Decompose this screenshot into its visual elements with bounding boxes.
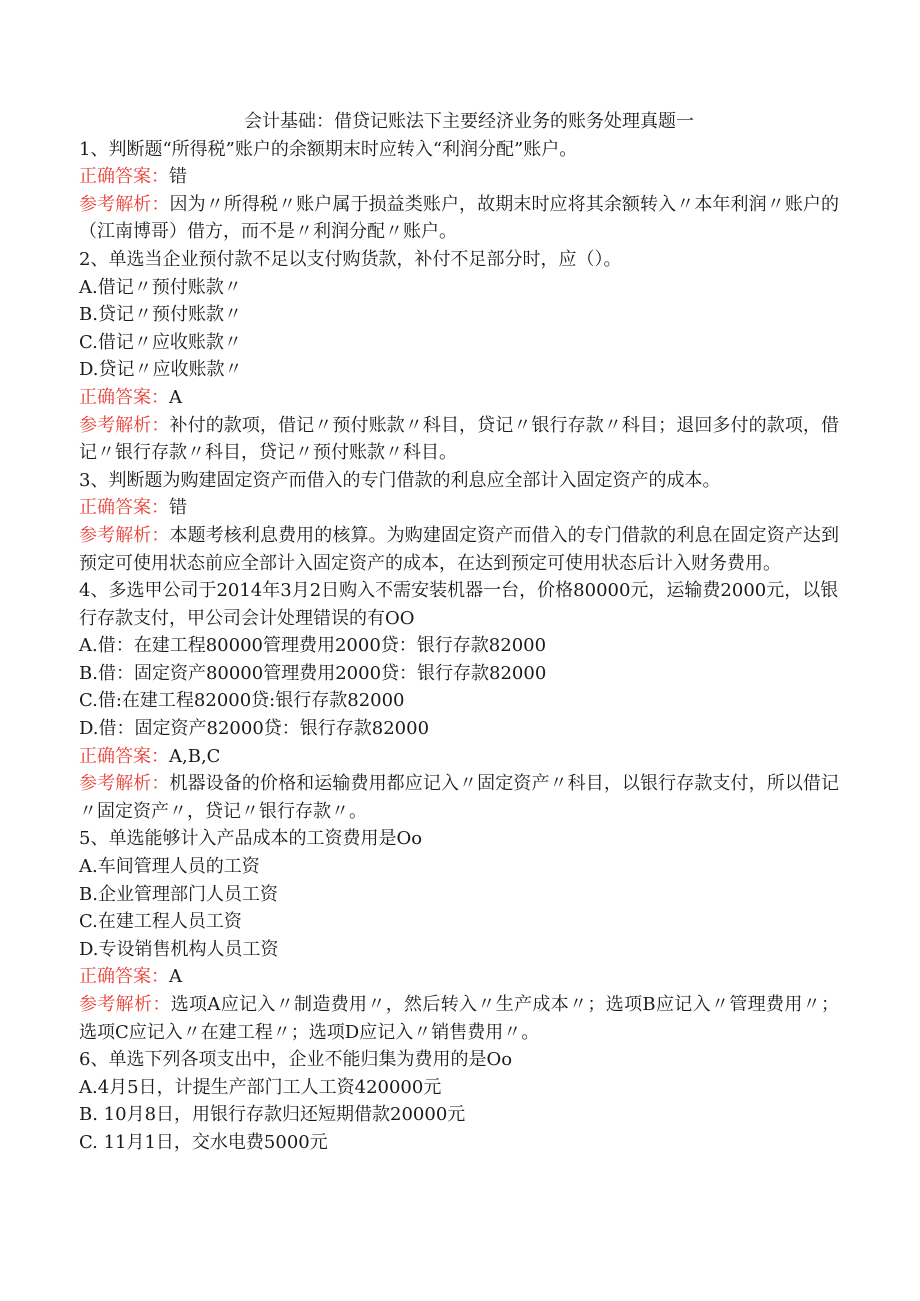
option-c: C.借:在建工程82000贷:银行存款82000 bbox=[79, 690, 405, 712]
answer-value: 错 bbox=[169, 166, 187, 188]
answer-value: A,B,C bbox=[169, 745, 221, 767]
analysis-label: 参考解析： bbox=[79, 994, 171, 1015]
question-stem: 4、多选甲公司于2014年3月2日购入不需安装机器一台，价格80000元，运输费2000元，以银行存款支付，甲公司会计处理错误的有OO bbox=[79, 580, 839, 629]
option-a: A.借记〃预付账款〃 bbox=[79, 276, 242, 298]
analysis-text: 机器设备的价格和运输费用都应记入〃固定资产〃科目，以银行存款支付，所以借记〃固定资产〃，贷记〃银行存款〃。 bbox=[79, 773, 840, 822]
question-stem: 1、判断题“所得税”账户的余额期末时应转入“利润分配”账户。 bbox=[79, 138, 578, 160]
analysis-line bbox=[79, 191, 839, 246]
answer-value: A bbox=[169, 966, 182, 988]
option-c: C.借记〃应收账款〃 bbox=[79, 331, 242, 353]
analysis-label: 参考解析： bbox=[79, 773, 170, 795]
option-c: C.在建工程人员工资 bbox=[79, 911, 242, 933]
analysis-line bbox=[79, 522, 839, 577]
analysis-line bbox=[79, 991, 839, 1046]
answer-value: 错 bbox=[169, 497, 187, 519]
option-d: D.贷记〃应收账款〃 bbox=[79, 359, 243, 381]
option-b: B. 10月8日，用银行存款归还短期借款20000元 bbox=[79, 1104, 466, 1126]
question-stem: 3、判断题为购建固定资产而借入的专门借款的利息应全部计入固定资产的成本。 bbox=[79, 469, 721, 491]
answer-line bbox=[79, 494, 839, 522]
answer-line bbox=[79, 963, 839, 991]
option-a: A.借：在建工程80000管理费用2000贷：银行存款82000 bbox=[79, 635, 547, 657]
answer-label: 正确答案： bbox=[79, 386, 169, 408]
option-c: C. 11月1日，交水电费5000元 bbox=[79, 1131, 328, 1153]
option-b: B.贷记〃预付账款〃 bbox=[79, 304, 242, 326]
option-a: A.车间管理人员的工资 bbox=[79, 856, 260, 878]
analysis-text: 因为〃所得税〃账户属于损益类账户，故期末时应将其余额转入〃本年利润〃账户的（江南博哥）借方，而不是〃利润分配〃账户。 bbox=[79, 193, 840, 243]
analysis-label: 参考解析： bbox=[79, 524, 170, 546]
analysis-label: 参考解析： bbox=[79, 414, 170, 436]
question-stem: 2、单选当企业预付款不足以支付购货款，补付不足部分时，应（）。 bbox=[79, 248, 622, 270]
answer-label: 正确答案： bbox=[79, 745, 169, 767]
analysis-text: 补付的款项，借记〃预付账款〃科目，贷记〃银行存款〃科目；退回多付的款项，借记〃银行存款〃科目，贷记〃预付账款〃科目。 bbox=[79, 414, 840, 464]
answer-line bbox=[79, 743, 839, 771]
analysis-text: 本题考核利息费用的核算。为购建固定资产而借入的专门借款的利息在固定资产达到预定可使用状态前应全部计入固定资产的成本，在达到预定可使用状态后计入财务费用。 bbox=[79, 524, 840, 574]
analysis-text: 选项A应记入〃制造费用〃，然后转入〃生产成本〃；选项B应记入〃管理费用〃；选项C应记入〃在建工程〃；选项D应记入〃销售费用〃。 bbox=[79, 994, 839, 1043]
question-stem: 5、单选能够计入产品成本的工资费用是Oo bbox=[79, 828, 423, 850]
question-stem: 6、单选下列各项支出中，企业不能归集为费用的是Oo bbox=[79, 1049, 513, 1071]
answer-line bbox=[79, 384, 839, 412]
answer-value: A bbox=[169, 386, 182, 408]
document-title: 会计基础：借贷记账法下主要经济业务的账务处理真题一 bbox=[244, 111, 694, 132]
option-b: B.借：固定资产80000管理费用2000贷：银行存款82000 bbox=[79, 662, 547, 684]
option-d: D.借：固定资产82000贷：银行存款82000 bbox=[79, 718, 430, 740]
option-b: B.企业管理部门人员工资 bbox=[79, 883, 278, 905]
answer-label: 正确答案： bbox=[79, 497, 169, 519]
answer-line bbox=[79, 163, 839, 191]
analysis-line bbox=[79, 770, 839, 825]
option-d: D.专设销售机构人员工资 bbox=[79, 938, 279, 960]
analysis-label: 参考解析： bbox=[79, 193, 170, 215]
document-body bbox=[79, 108, 839, 1157]
option-a: A.4月5日，计提生产部门工人工资420000元 bbox=[79, 1076, 442, 1098]
analysis-line bbox=[79, 412, 839, 467]
answer-label: 正确答案： bbox=[79, 966, 169, 988]
answer-label: 正确答案： bbox=[79, 166, 169, 188]
